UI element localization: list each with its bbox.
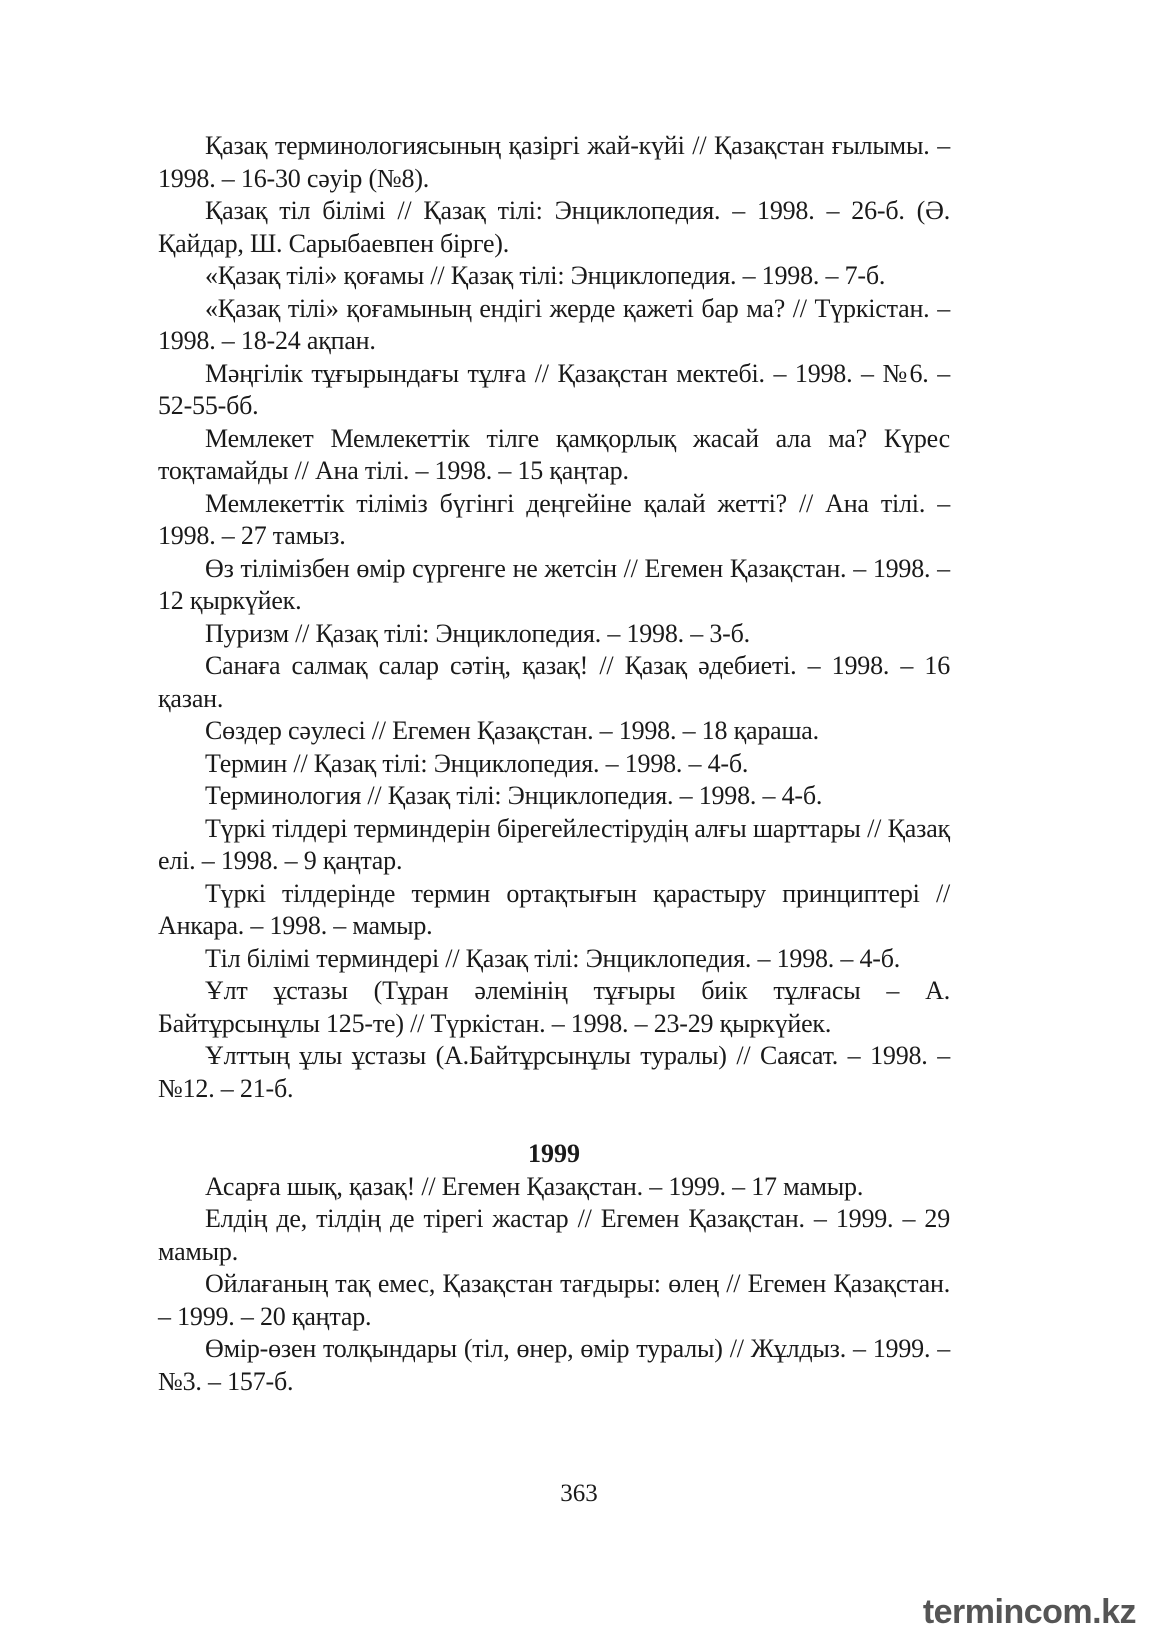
bibliography-entry: Өмір-өзен толқындары (тіл, өнер, өмір туралы) // Жұлдыз. – 1999. – №3. – 157-б.: [158, 1334, 950, 1396]
bibliography-entry: Қазақ тіл білімі // Қазақ тілі: Энциклопедия. – 1998. – 26-б. (Ә. Қайдар, Ш. Сарыбаевпен бірге).: [158, 196, 950, 258]
bibliography-entry: Мемлекет Мемлекеттік тілге қамқорлық жасай ала ма? Күрес тоқтамайды // Ана тілі. – 1998. – 15 қаңтар.: [158, 423, 950, 485]
bibliography-entry: Санаға салмақ салар сәтің, қазақ! // Қазақ әдебиеті. – 1998. – 16 қазан.: [158, 651, 950, 713]
bibliography-1998: [158, 130, 950, 1105]
page-number: 363: [560, 1480, 598, 1507]
bibliography-entry: «Қазақ тілі» қоғамының ендігі жерде қажеті бар ма? // Түркістан. – 1998. – 18-24 ақпан.: [158, 293, 950, 355]
bibliography-1999: [158, 1171, 950, 1399]
watermark-text: termincom.kz: [922, 1593, 1136, 1631]
bibliography-entry: Термин // Қазақ тілі: Энциклопедия. – 1998. – 4-б.: [205, 748, 749, 778]
bibliography-entry: Түркі тілдері терминдерін бірегейлестірудің алғы шарттары // Қазақ елі. – 1998. – 9 қаңтар.: [158, 813, 950, 875]
bibliography-entry: Ұлттың ұлы ұстазы (А.Байтұрсынұлы туралы) // Саясат. – 1998. – №12. – 21-б.: [158, 1041, 950, 1103]
bibliography-entry: Ұлт ұстазы (Тұран әлемінің тұғыры биік тұлғасы – А. Байтұрсынұлы 125-те) // Түркістан. – 1998. – 23-29 қыркүйек.: [158, 976, 950, 1038]
bibliography-entry: Мемлекеттік тіліміз бүгінгі деңгейіне қалай жетті? // Ана тілі. – 1998. – 27 тамыз.: [158, 488, 950, 550]
bibliography-entry: Елдің де, тілдің де тірегі жастар // Егемен Қазақстан. – 1999. – 29 мамыр.: [158, 1204, 950, 1266]
bibliography-entry: Түркі тілдерінде термин ортақтығын қарастыру принциптері // Анкара. – 1998. – мамыр.: [158, 878, 950, 940]
bibliography-entry: Қазақ терминологиясының қазіргі жай-күйі // Қазақстан ғылымы. – 1998. – 16-30 сәуір (№8).: [158, 131, 950, 193]
bibliography-entry: Тіл білімі терминдері // Қазақ тілі: Энциклопедия. – 1998. – 4-б.: [205, 943, 901, 973]
bibliography-entry: Ойлағаның тақ емес, Қазақстан тағдыры: өлең // Егемен Қазақстан. – 1999. – 20 қаңтар.: [158, 1269, 950, 1331]
year-heading: 1999: [528, 1139, 580, 1168]
bibliography-entry: «Қазақ тілі» қоғамы // Қазақ тілі: Энциклопедия. – 1998. – 7-б.: [205, 261, 886, 290]
bibliography-entry: Өз тілімізбен өмір сүргенге не жетсін // Егемен Қазақстан. – 1998. – 12 қыркүйек.: [158, 553, 950, 615]
bibliography-entry: Пуризм // Қазақ тілі: Энциклопедия. – 1998. – 3-б.: [205, 618, 750, 648]
bibliography-entry: Сөздер сәулесі // Егемен Қазақстан. – 1998. – 18 қараша.: [205, 716, 819, 745]
bibliography-entry: Асарға шық, қазақ! // Егемен Қазақстан. – 1999. – 17 мамыр.: [205, 1171, 864, 1201]
bibliography-entry: Мәңгілік тұғырындағы тұлға // Қазақстан мектебі. – 1998. – №6. – 52-55-бб.: [158, 358, 950, 420]
bibliography-entry: Терминология // Қазақ тілі: Энциклопедия. – 1998. – 4-б.: [205, 781, 823, 810]
watermark-logo: [923, 1592, 1136, 1632]
page-body: [158, 130, 950, 1398]
